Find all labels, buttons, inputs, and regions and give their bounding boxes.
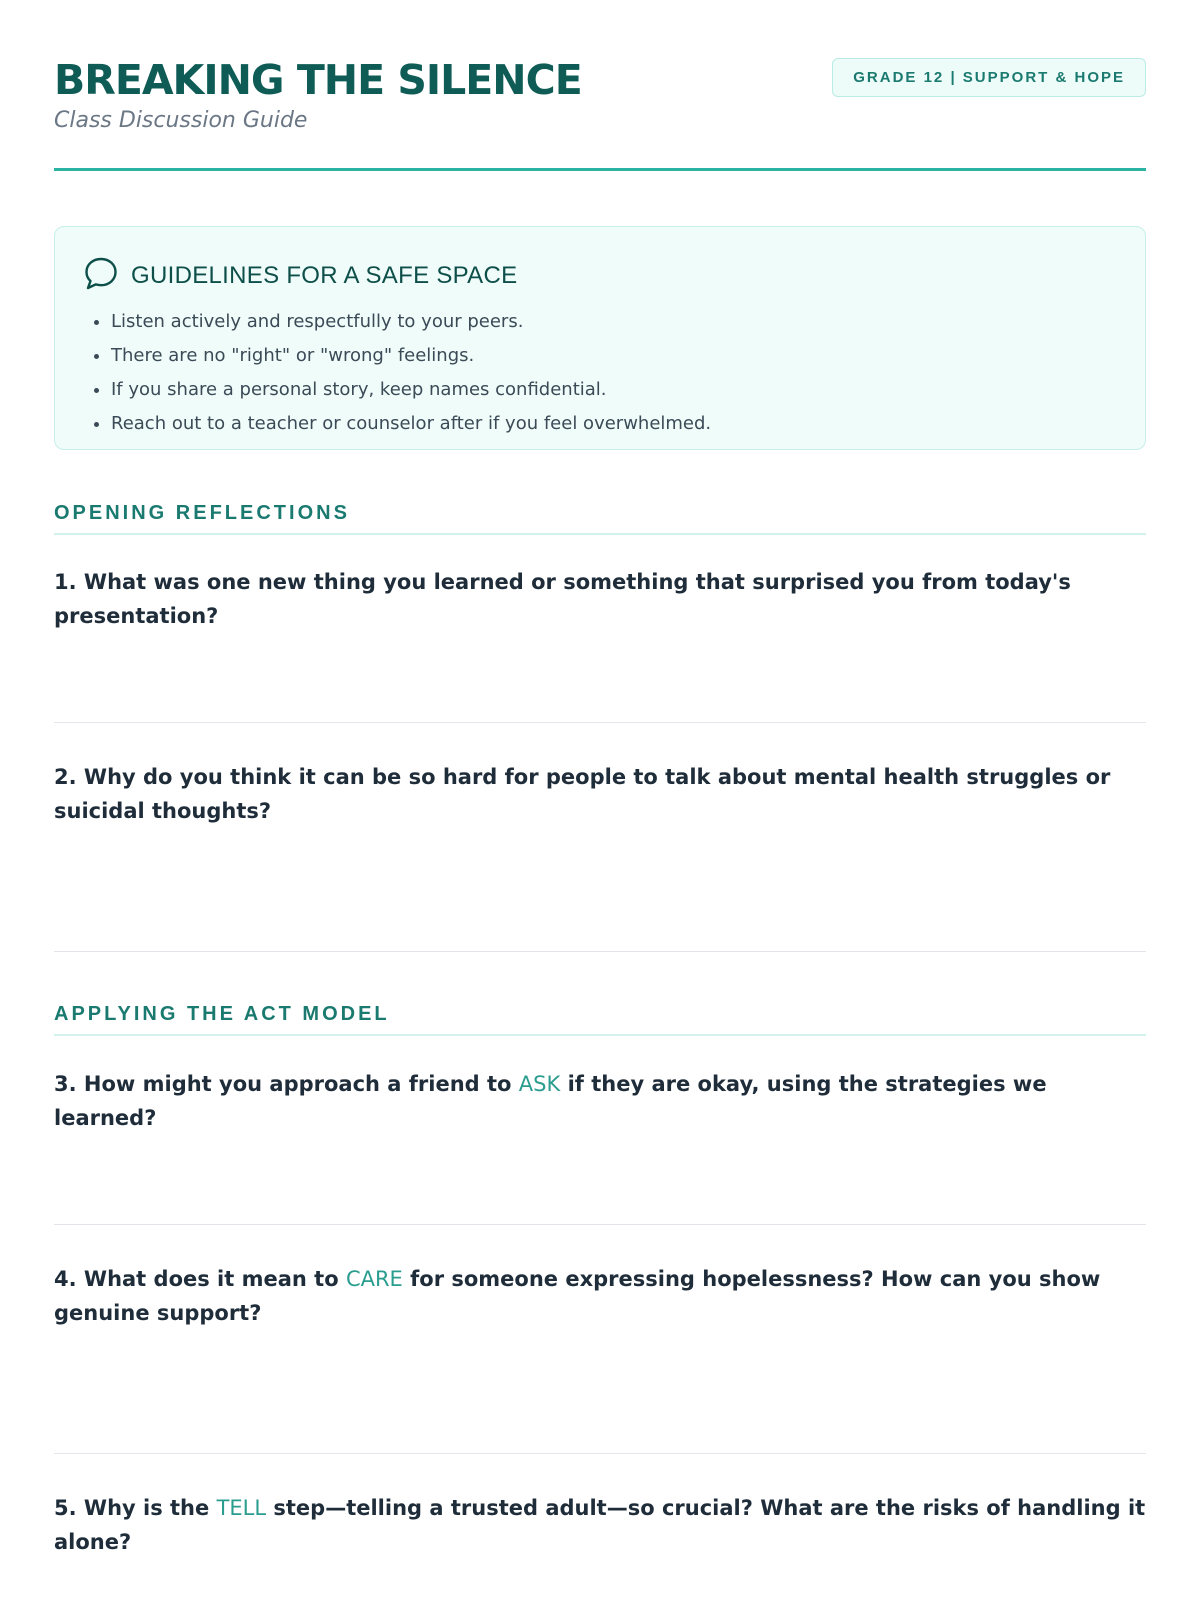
question-4 (54, 1262, 1146, 1330)
guideline-item: • There are no "right" or "wrong" feelings. (111, 339, 711, 373)
answer-divider (54, 722, 1146, 723)
question-3 (54, 1067, 1146, 1135)
guideline-item: • If you share a personal story, keep names confidential. (111, 373, 711, 407)
speech-bubble-icon (83, 255, 119, 296)
question-4-tail: for someone expressing hopelessness? How can you show genuine support? (54, 1267, 1101, 1325)
answer-divider (54, 951, 1146, 952)
answer-divider (54, 1224, 1146, 1225)
care-keyword: CARE (345, 1267, 403, 1291)
ask-keyword: ASK (518, 1072, 561, 1096)
answer-divider (54, 1453, 1146, 1454)
page-subtitle: Class Discussion Guide (54, 108, 308, 133)
question-5-tail: step—telling a trusted adult—so crucial? What are the risks of handling it alone? (54, 1496, 1146, 1554)
section-heading-act: APPLYING THE ACT MODEL (54, 1003, 1146, 1036)
header-divider (54, 168, 1146, 171)
question-4-lead: 4. What does it mean to (54, 1267, 346, 1291)
question-1: 1. What was one new thing you learned or something that surprised you from today's presentation? (54, 570, 1071, 628)
question-3-tail: if they are okay, using the strategies we learned? (54, 1072, 1047, 1130)
question-5 (54, 1491, 1146, 1559)
header (54, 52, 1146, 172)
guidelines-header (83, 255, 517, 296)
guidelines-title: GUIDELINES FOR A SAFE SPACE (131, 261, 518, 289)
question-2: 2. Why do you think it can be so hard for people to talk about mental health struggles or suicidal thoughts? (54, 765, 1111, 823)
question-3-lead: 3. How might you approach a friend to (54, 1072, 519, 1096)
guideline-item: • Reach out to a teacher or counselor after if you feel overwhelmed. (111, 407, 711, 441)
section-heading-opening: OPENING REFLECTIONS (54, 502, 1146, 535)
grade-badge: GRADE 12 | SUPPORT & HOPE (832, 58, 1146, 97)
guidelines-box (54, 226, 1146, 450)
guidelines-list (83, 305, 711, 441)
page-title: BREAKING THE SILENCE (54, 56, 582, 104)
tell-keyword: TELL (216, 1496, 267, 1520)
guideline-item: • Listen actively and respectfully to your peers. (111, 305, 711, 339)
question-5-lead: 5. Why is the (54, 1496, 217, 1520)
